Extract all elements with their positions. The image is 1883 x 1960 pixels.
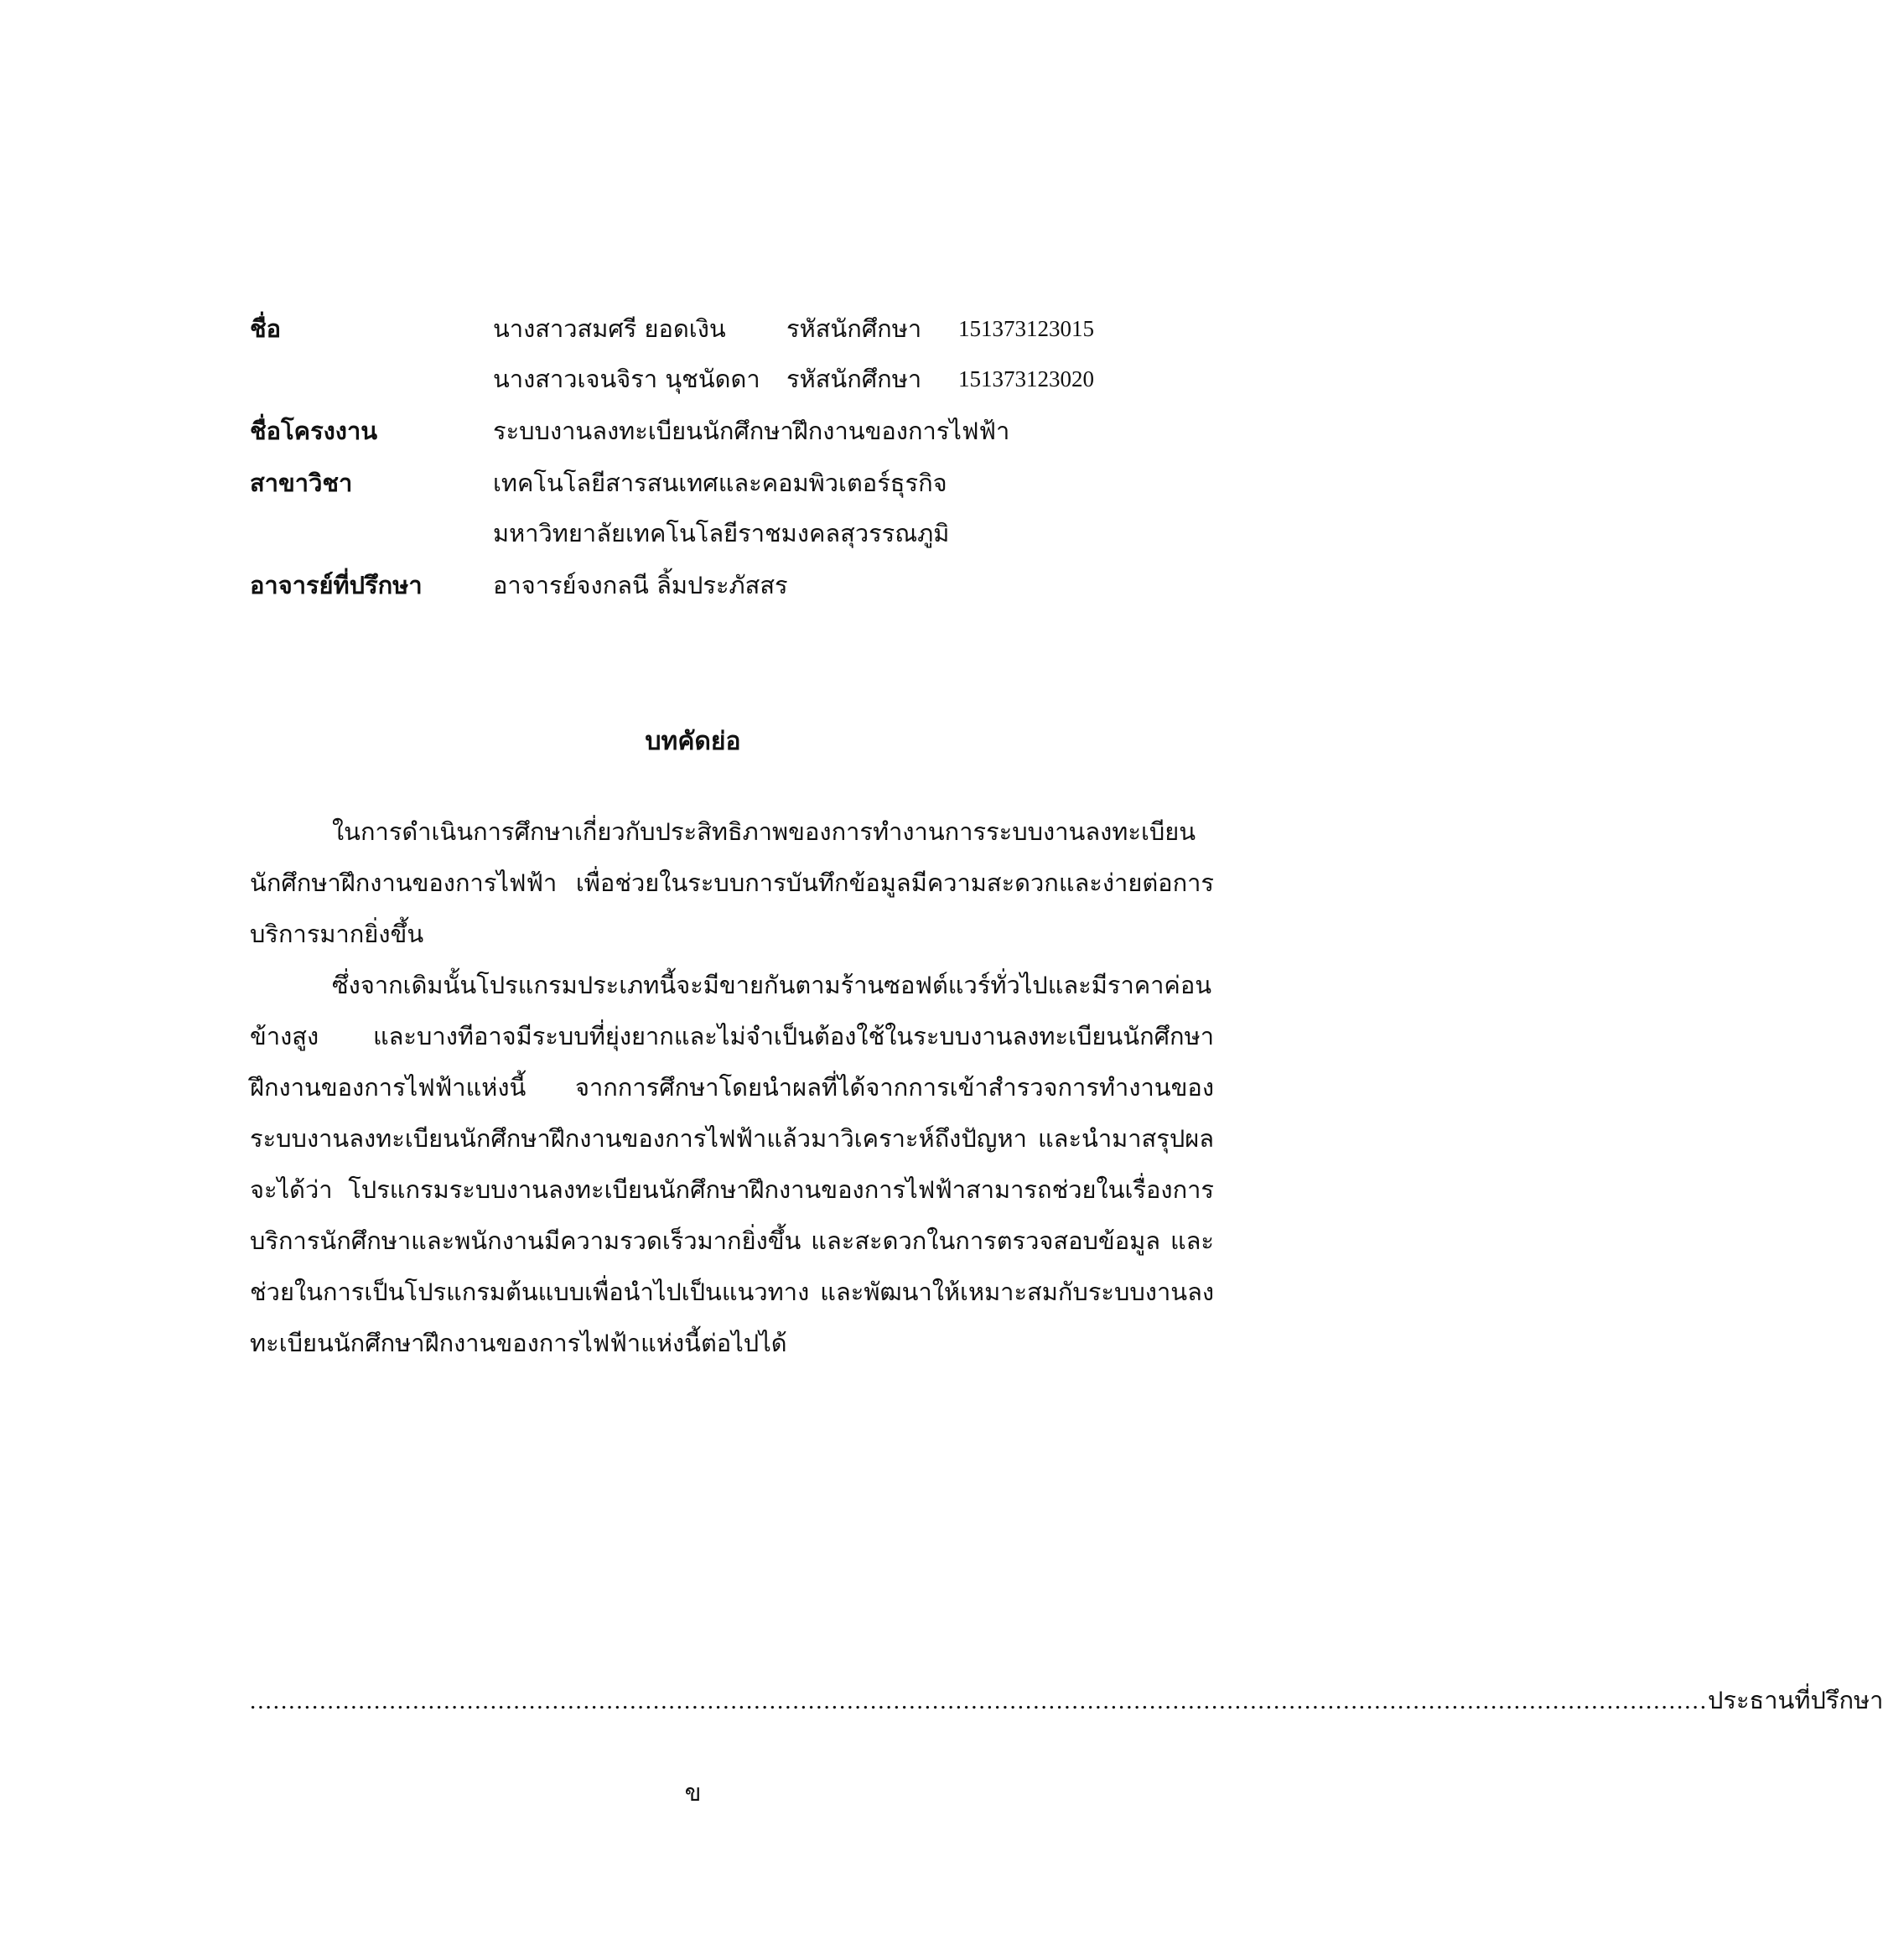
student-id-label: รหัสนักศึกษา: [786, 314, 922, 343]
student-id: 151373123020: [958, 366, 1094, 391]
name-label: ชื่อ: [250, 314, 282, 343]
signature-label: ประธานที่ปรึกษา: [1708, 1686, 1883, 1714]
project-value: ระบบงานลงทะเบียนนักศึกษาฝึกงานของการไฟฟ้า: [493, 417, 1010, 445]
abstract-heading: บทคัดย่อ: [645, 727, 741, 756]
abstract-body: [250, 806, 1214, 1369]
department-value: เทคโนโลยีสารสนเทศและคอมพิวเตอร์ธุรกิจ: [493, 469, 947, 497]
advisor-label: อาจารย์ที่ปรึกษา: [250, 571, 423, 599]
student-id-label: รหัสนักศึกษา: [786, 365, 922, 393]
student-name: นางสาวสมศรี ยอดเงิน: [493, 314, 726, 343]
project-label: ชื่อโครงงาน: [250, 417, 378, 445]
signature-line: [250, 1679, 1883, 1721]
page-number: ข: [684, 1778, 702, 1807]
university-value: มหาวิทยาลัยเทคโนโลยีราชมงคลสุวรรณภูมิ: [493, 519, 950, 547]
signature-dots: ............................................................................................................................................................................................: [250, 1688, 1708, 1714]
student-name: นางสาวเจนจิรา นุชนัดดา: [493, 365, 760, 393]
department-label: สาขาวิชา: [250, 469, 353, 497]
student-id: 151373123015: [958, 316, 1094, 341]
advisor-value: อาจารย์จงกลนี ลิ้มประภัสสร: [493, 571, 788, 599]
abstract-paragraph-1: ในการดำเนินการศึกษาเกี่ยวกับประสิทธิภาพของการทำงานการระบบงานลงทะเบียนนักศึกษาฝึกงานของการไฟฟ้า เพื่อช่วยในระบบการบันทึกข้อมูลมีความสะดวกและง่ายต่อการบริการมากยิ่งขึ้น: [250, 817, 1214, 948]
abstract-paragraph-2: ซึ่งจากเดิมนั้นโปรแกรมประเภทนี้จะมีขายกันตามร้านซอฟต์แวร์ทั่วไปและมีราคาค่อนข้างสูง และบางทีอาจมีระบบที่ยุ่งยากและไม่จำเป็นต้องใช้ในระบบงานลงทะเบียนนักศึกษาฝึกงานของการไฟฟ้าแห่งนี้ จากการศึกษาโดยนำผลที่ได้จากการเข้าสำรวจการทำงานของระบบงานลงทะเบียนนักศึกษาฝึกงานของการไฟฟ้าแล้วมาวิเคราะห์ถึงปัญหา และนำมาสรุปผลจะได้ว่า โปรแกรมระบบงานลงทะเบียนนักศึกษาฝึกงานของการไฟฟ้าสามารถช่วยในเรื่องการบริการนักศึกษาและพนักงานมีความรวดเร็วมากยิ่งขึ้น และสะดวกในการตรวจสอบข้อมูล และช่วยในการเป็นโปรแกรมต้นแบบเพื่อนำไปเป็นแนวทาง และพัฒนาให้เหมาะสมกับระบบงานลงทะเบียนนักศึกษาฝึกงานของการไฟฟ้าแห่งนี้ต่อไปได้: [250, 971, 1214, 1357]
